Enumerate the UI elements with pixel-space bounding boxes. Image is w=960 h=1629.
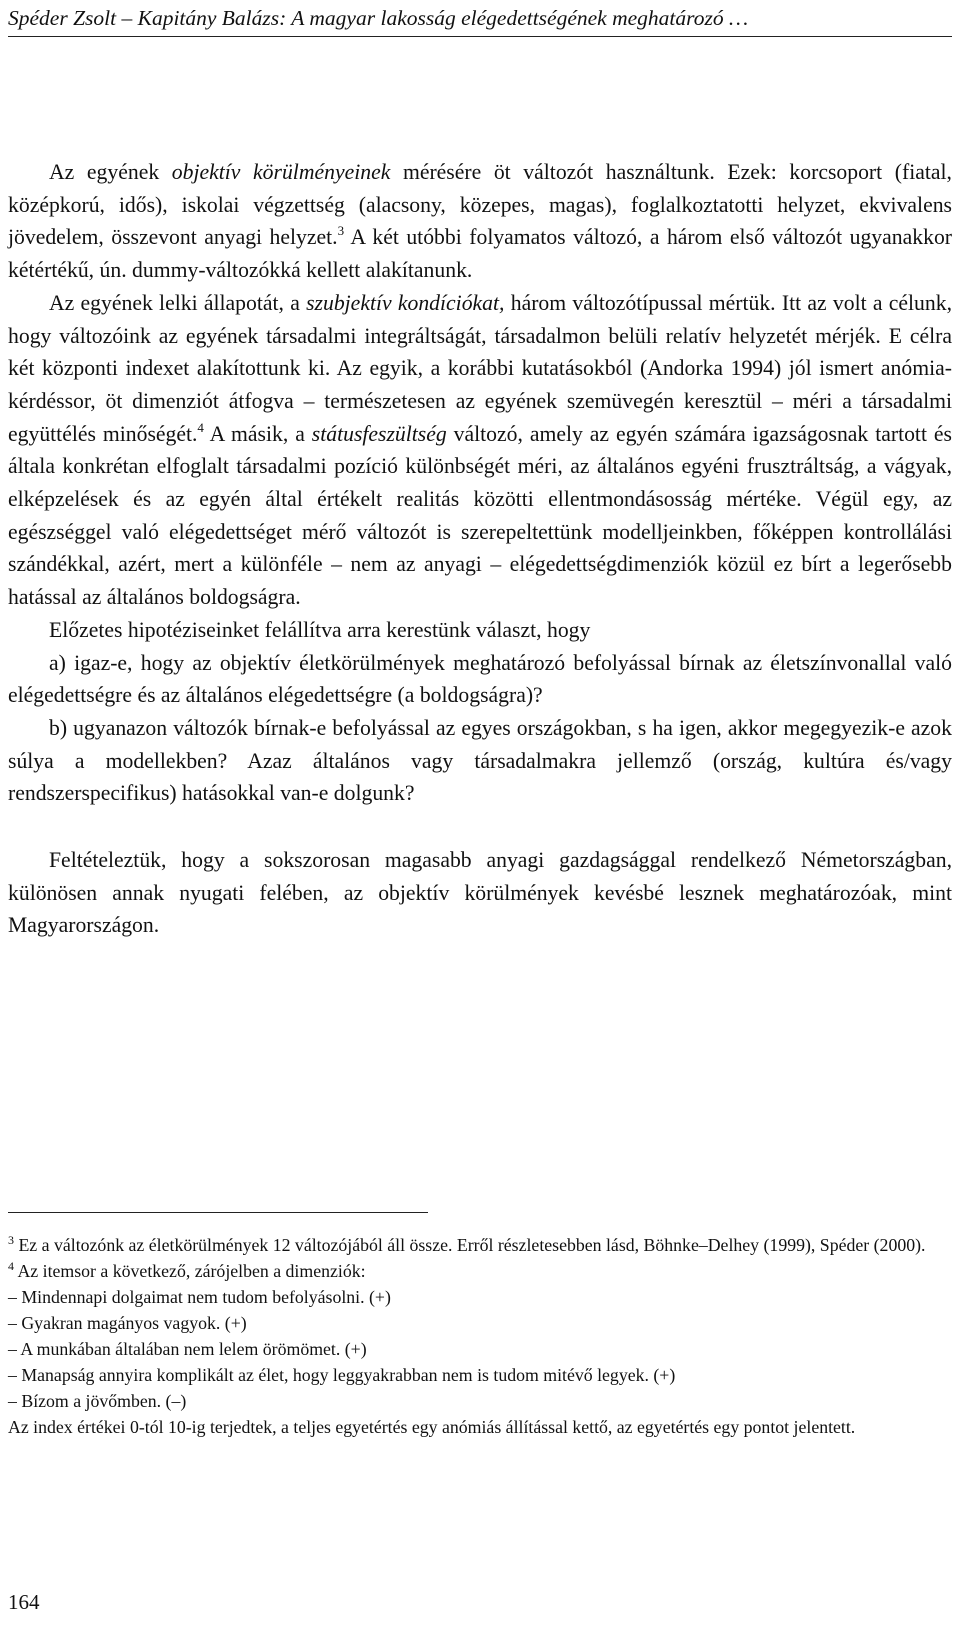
emphasis: státusfeszültség bbox=[311, 421, 447, 446]
paragraph-subjective-conditions bbox=[8, 287, 952, 614]
footnote-3 bbox=[8, 1232, 952, 1258]
text-run: Az egyének lelki állapotát, a bbox=[49, 290, 307, 315]
paragraph-gap bbox=[8, 810, 952, 844]
text-run: mérésére öt változót használtunk. Ezek: korcsoport (fiatal, középkorú, idős), iskolai végzettség (alacsony, közepes, magas), foglalkoztatotti helyzet, ekvivalens jövedelem, összevont anyagi helyzet. bbox=[8, 160, 952, 250]
emphasis: szubjektív kondíciókat, bbox=[306, 290, 505, 315]
footnotes bbox=[8, 1232, 952, 1440]
running-header bbox=[8, 6, 952, 37]
running-title: Spéder Zsolt – Kapitány Balázs: A magyar lakosság elégedettségének meghatározó … bbox=[8, 6, 749, 30]
footnote-text: Ez a változónk az életkörülmények 12 változójából áll össze. Erről részletesebben lásd, Böhnke–Delhey (1999), Spéder (2000). bbox=[14, 1235, 926, 1255]
paragraph-hypothesis-b: b) ugyanazon változók bírnak-e befolyással az egyes országokban, s ha igen, akkor megegyezik-e azok súlya a modellekben? Azaz általános vagy társadalmakra jellemző (ország, kultúra és/vagy rendszerspecifikus) hatásokkal van-e dolgunk? bbox=[8, 715, 952, 806]
footnote-4 bbox=[8, 1258, 952, 1284]
footnote-number: 4 bbox=[8, 1259, 14, 1273]
footnote-item: – Bízom a jövőmben. (–) bbox=[8, 1391, 187, 1411]
text-run: változó, amely az egyén számára igazságosnak tartott és általa konkrétan elfoglalt társadalmi pozíció különbségét méri, az általános egyéni frusztráltság, a vágyak, elképzelések és az egyén által értékelt realitás közötti ellentmondásosság mértéke. Végül egy, az egészséggel való elégedettséget mérő változót is szerepeltettünk modelljeinkben, főképpen kontrollálási szándékkal, azért, mert a különféle – nem az anyagi – elégedettségdimenziók közül ez bírt a legerősebb hatással az általános boldogságra. bbox=[8, 421, 952, 610]
text-run: A két utóbbi folyamatos változó, a három első változót ugyanakkor kétértékű, ún. dummy-változókká kellett alakítanunk. bbox=[8, 225, 953, 283]
footnote-item: – A munkában általában nem lelem örömömet. (+) bbox=[8, 1339, 367, 1359]
footnote-ref-3[interactable]: 3 bbox=[337, 223, 345, 239]
footnote-item: – Gyakran magányos vagyok. (+) bbox=[8, 1313, 247, 1333]
footnote-closing: Az index értékei 0-tól 10-ig terjedtek, a teljes egyetértés egy anómiás állítással kettő, az egyetértés egy pontot jelentett. bbox=[8, 1417, 856, 1437]
page-number: 164 bbox=[8, 1590, 40, 1614]
footnote-number: 3 bbox=[8, 1233, 14, 1247]
paragraph-assumption: Feltételeztük, hogy a sokszorosan magasabb anyagi gazdagsággal rendelkező Németországban, különösen annak nyugati felében, az objektív körülmények kevésbé lesznek meghatározóak, mint Magyarországon. bbox=[8, 848, 952, 938]
footnote-ref-4[interactable]: 4 bbox=[197, 419, 204, 435]
paragraph-hypotheses-intro: Előzetes hipotéziseinket felállítva arra kerestünk választ, hogy bbox=[49, 617, 591, 642]
footnote-text: Az itemsor a következő, zárójelben a dimenziók: bbox=[14, 1261, 366, 1281]
paragraph-hypothesis-a: a) igaz-e, hogy az objektív életkörülmények meghatározó befolyással bírnak az életszínvonallal való elégedettségre és az általános elégedettségre (a boldogságra)? bbox=[8, 650, 952, 708]
footnote-item: – Mindennapi dolgaimat nem tudom befolyásolni. (+) bbox=[8, 1287, 391, 1307]
paragraph-objective-conditions bbox=[8, 156, 952, 287]
text-run: Az egyének bbox=[49, 160, 172, 184]
body-text bbox=[8, 156, 952, 942]
text-run: A másik, a bbox=[203, 421, 312, 446]
emphasis: objektív körülményeinek bbox=[171, 160, 391, 184]
text-run: három változótípussal mértük. Itt az volt a célunk, hogy változóink az egyének társadalmi integráltságát, társadalmon belüli relatív helyzetét mérjék. E célra két központi indexet alakítottunk ki. Az egyik, a korábbi kutatásokból (Andorka 1994) jól ismert anómia-kérdéssor, öt dimenziót átfogva – természetesen az egyének szemüvegén keresztül – méri a társadalmi együttélés minőségét. bbox=[8, 290, 952, 446]
footnote-item: – Manapság annyira komplikált az élet, hogy leggyakrabban nem is tudom mitévő legyek. (+) bbox=[8, 1365, 676, 1385]
footnote-separator bbox=[8, 1212, 428, 1213]
